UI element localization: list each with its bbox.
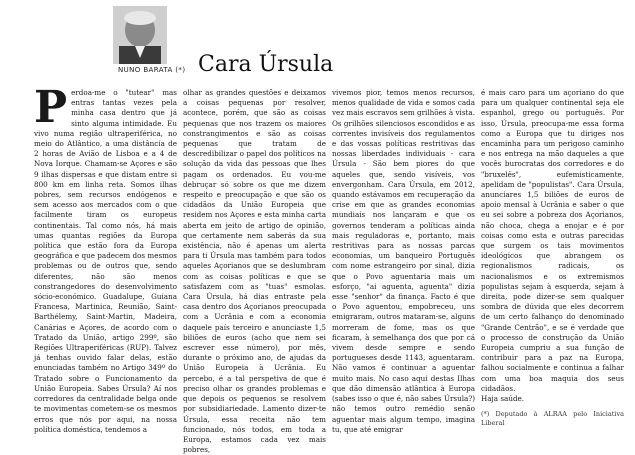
article-title: Cara Úrsula (198, 52, 334, 77)
column-2 (183, 88, 326, 455)
column-4 (481, 88, 624, 444)
drop-cap: P (34, 82, 68, 133)
column-3 (332, 88, 475, 444)
column-1-text: erdoa-me o "tutear" mas entras tantas vezes pela minha casa dentro que já sinto alguma intimidade. Eu vivo numa região ultraperiférica, no meio do Atlântico, a uma distância de 2 horas de Avião de Lisboa e a 4 de Nova Iorque. Chamam-se Açores e são 9 ilhas dispersas e que distam entre si 800 km em linha reta. Somos ilhas pobres, sem recursos endógenos e sem acesso aos mercados com o que facilmente tiram os europeus continentais. Tal como nós, há mais umas quantas regiões da Europa política que estão fora da Europa geográfica e que padecem dos mesmos problemas ou de outros que, sendo diferentes, não são menos constrangedores do desenvolvimento sócio-económico. Guadalupe, Guiana Francesa, Martinica, Reunião, Saint-Barthélemy, Saint-Martin, Madeira, Canárias e Açores, de acordo com o Tratado da União, artigo 299º, são Regiões Ultraperiféricas (RUP). Talvez já tenhas ouvido falar delas, estão enunciadas também no Artigo 349º do Tratado sobre o Funcionamento da União Europeia. Sabes Úrsula? Aí nos corredores da centralidade belga onde te movimentas cometem-se os mesmos erros que nós por aqui, na nossa política doméstica, tendemos a (34, 88, 177, 434)
column-1 (34, 82, 177, 444)
author-footnote: (*) Deputado à ALRAA pelo Iniciativa Liberal (481, 410, 624, 427)
author-photo (113, 6, 167, 64)
author-name: NUNO BARATA (*) (118, 66, 186, 74)
column-3-text: vivemos pior, temos menos recursos, menos qualidade de vida e somos cada vez mais escravos sem grilhões à vista. Os grilhões silenciosos escondidos e as correntes invisíveis dos regulamentos e das vossas políticas restritivas das nossas liberdades individuais - cara Úrsula - São bem piores do que aqueles que, sendo visíveis, vos envergonham. Cara Úrsula, em 2012, quando estávamos em recuperação da crise em que as grandes economias mundiais nos lançaram e que os governos tenderam a políticas ainda mais reguladoras e, portanto, mais restritivas para as nossas parcas economias, um banqueiro Português com nome estrangeiro por sinal, dizia que o Povo aguentaria mais um esforço, "ai aguenta, aguenta" dizia esse "senhor" da finança. Facto é que o Povo aguentou, empobreceu, uns emigraram, outros mataram-se, alguns morreram de fome, mas os que ficaram, à semelhança dos que por cá vivem desde sempre e sendo portugueses desde 1143, aguentaram. Não vamos é continuar a aguentar muito mais. No caso aqui destas Ilhas que dão dimensão atlântica à Europa (sabes isso o que é, não sabes Úrsula?) não temos outro remédio senão aguentar mais algum tempo, imagina tu, que até emigrar (332, 88, 475, 434)
sign-off: Haja saúde. (481, 394, 525, 404)
column-2-text: olhar as grandes questões e deixamos a coisas pequenas por resolver, acontece, porém, que são as coisas pequenas que nos trazem os maiores constrangimentos e são as coisas pequenas que tratam de descredibilizar o papel dos políticos na solução da vida das pessoas que lhes pagam os ordenados. Eu vou-me debruçar só sobre os que me dizem respeito e preocupação e que são os cidadãos da União Europeia que residem nos Açores e esta minha carta aberta em jeito de artigo de opinião, que certamente nem saberás da sua existência, não é apenas um alerta para ti Úrsula mas também para todos aqueles Açorianos que se deslumbram com as coisas políticas e que se satisfazem com as "tuas" esmolas. Cara Úrsula, há dias entraste pela casa dentro dos Açorianos preocupada com a Ucrânia e com a economia daquele país terceiro e anunciaste 1,5 biliões de euros (acho que nem sei escrever esse número), por mês, durante o próximo ano, de ajudas da União Europeia à Ucrânia. Eu percebo, é a tal perspetiva de que é preciso olhar os grandes problemas e que depois os pequenos se resolvem por subsidiariedade. Lamento dizer-te Úrsula, essa receita não tem funcionado, nós todos, em toda a Europa, estamos cada vez mais pobres, (183, 88, 326, 455)
article-body (34, 82, 624, 455)
article-header (0, 0, 635, 80)
column-4-text: é mais caro para um açoriano do que para um qualquer continental seja ele espanhol, grego ou português. Por isso, Úrsula, preocupa-me essa forma como a Europa que tu diriges nos encaminha para um perigoso caminho e nos entrega na mão daqueles a que vocês burocratas dos corredores e do "bruxelês", eufemisticamente, apelidam de "populistas". Cara Úrsula, anunciares 1,5 biliões de euros de apoio mensal à Ucrânia e saber o que eu sei sobre a pobreza dos Açorianos, não choca, chega a enojar e é por coisas como esta e outras parecidas que surgem os tais movimentos ideológicos que abrangem os regionalismos radicais, os nacionalismos e os extremismos populistas sejam à esquerda, sejam à direita, pode dizer-se sem qualquer sombra de dúvida que eles decorrem de um certo falhanço do denominado "Grande Centrão", e se é verdade que o processo de construção da União Europeia cumpriu a sua função de contribuir para a paz na Europa, falhou socialmente e continua a falhar com uma boa maquia dos seus cidadãos. (481, 88, 624, 393)
